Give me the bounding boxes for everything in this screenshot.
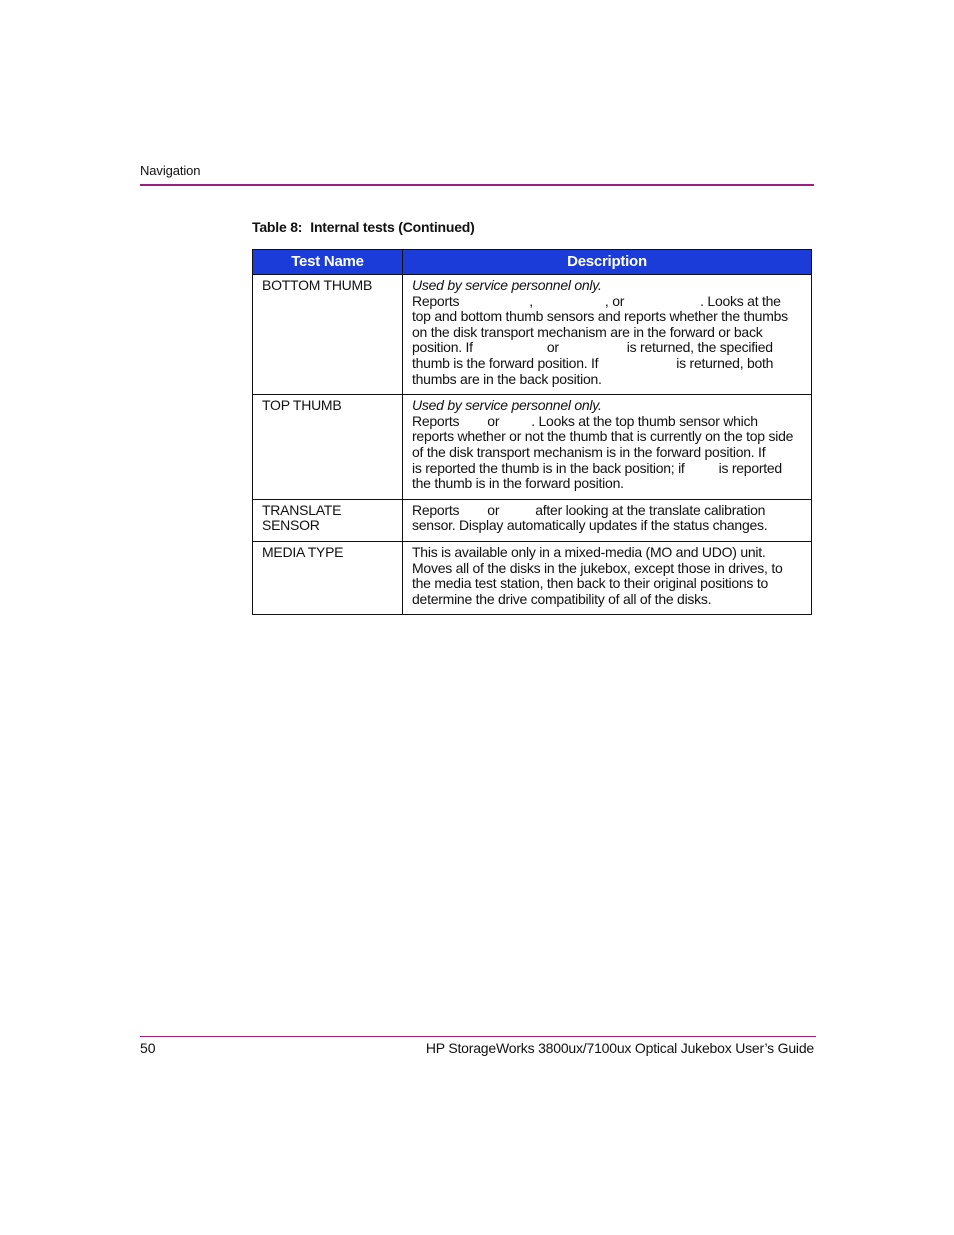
description-fragment: or (487, 412, 500, 429)
test-name-cell: MEDIA TYPE (253, 541, 403, 614)
description-fragment: is reported the thumb is in the back position; if (412, 459, 685, 476)
table-row (253, 395, 812, 500)
description-fragment: is returned, both thumbs are in the back position. (412, 354, 774, 387)
test-name-cell: TOP THUMB (253, 395, 403, 500)
description-fragment: Reports (412, 501, 460, 518)
description-fragment: or (546, 339, 559, 356)
description-fragment: after looking at the translate calibration sensor. Display automatically updates if the status changes. (412, 501, 768, 534)
description-fragment: is reported the thumb is in the forward position. (412, 459, 782, 492)
service-note: Used by service personnel only. (412, 397, 602, 414)
description-cell (403, 275, 812, 395)
description-fragment: , or (604, 292, 625, 309)
description-text (412, 414, 797, 492)
description-fragment: Reports (412, 412, 460, 429)
internal-tests-table (252, 249, 812, 615)
description-fragment: . Looks at the top and bottom thumb sensors and reports whether the thumbs on the disk transport mechanism are in the forward or back position. If (412, 292, 788, 356)
description-fragment: , (529, 292, 533, 309)
description-text: This is available only in a mixed-media (MO and UDO) unit. Moves all of the disks in the jukebox, except those in drives, to the media test station, then back to their original positions to determine the drive compatibility of all of the disks. (412, 543, 783, 607)
table-row (253, 499, 812, 541)
description-fragment: . Looks at the top thumb sensor which reports whether or not the thumb that is currently on the top side of the disk transport mechanism is in the forward position. If (412, 412, 794, 460)
description-fragment: or (487, 501, 500, 518)
description-cell (403, 395, 812, 500)
running-header: Navigation (140, 163, 201, 178)
footer-rule (140, 1036, 816, 1037)
column-header-test-name: Test Name (253, 250, 403, 275)
column-header-description: Description (403, 250, 812, 275)
header-rule (140, 184, 814, 186)
table-row (253, 275, 812, 395)
test-name-cell: TRANSLATE SENSOR (253, 499, 403, 541)
book-title: HP StorageWorks 3800ux/7100ux Optical Jukebox User’s Guide (425, 1040, 814, 1056)
description-fragment: Reports (412, 292, 460, 309)
table-row (253, 541, 812, 614)
description-cell (403, 541, 812, 614)
table-caption-label: Table 8: (252, 219, 303, 235)
description-cell (403, 499, 812, 541)
description-text (412, 503, 797, 534)
description-text (412, 294, 797, 388)
service-note: Used by service personnel only. (412, 277, 602, 293)
description-fragment: is returned, the specified thumb is the forward position. If (412, 339, 773, 371)
table-header-row (253, 250, 812, 275)
table-caption (252, 219, 475, 235)
test-name-cell: BOTTOM THUMB (253, 275, 403, 395)
table-caption-title: Internal tests (Continued) (310, 219, 475, 235)
page-number: 50 (140, 1040, 156, 1056)
